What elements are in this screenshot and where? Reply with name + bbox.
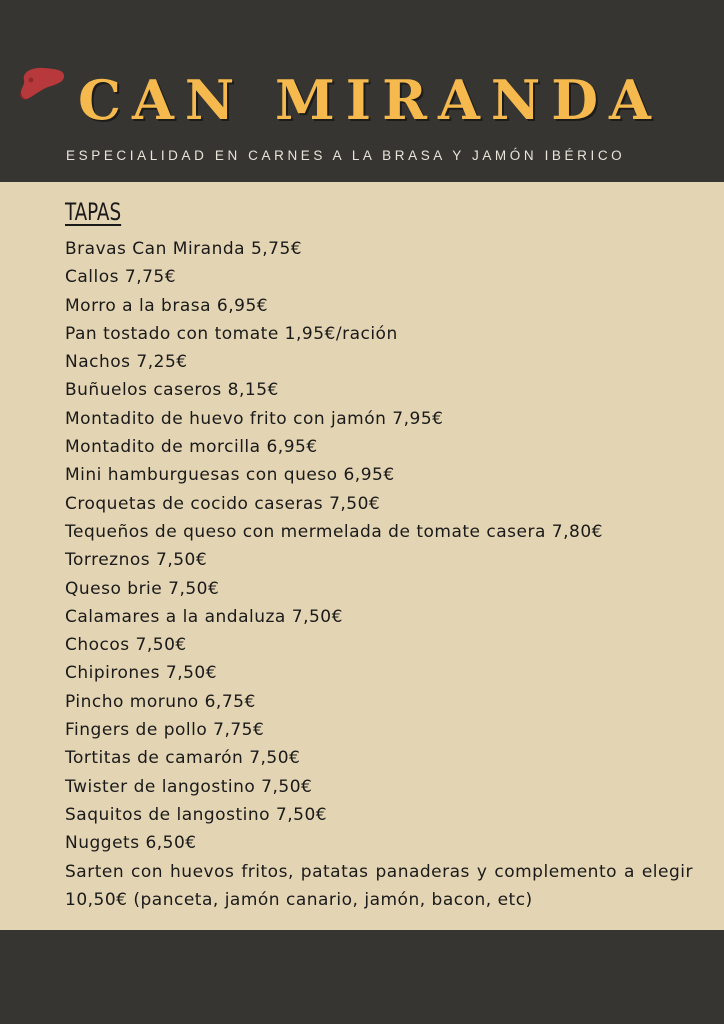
menu-item: Nachos 7,25€ [65,352,188,373]
menu-item: Torreznos 7,50€ [65,550,208,571]
menu-item: Queso brie 7,50€ [65,578,220,599]
menu-item: Twister de langostino 7,50€ [65,776,313,797]
menu-item: Bravas Can Miranda 5,75€ [65,239,303,259]
menu-item: Pan tostado con tomate 1,95€/ración [65,323,398,344]
menu-item: Montadito de morcilla 6,95€ [65,437,318,458]
menu-item: Chipirones 7,50€ [65,663,218,684]
menu-item: Calamares a la andaluza 7,50€ [65,606,343,627]
menu-item: Morro a la brasa 6,95€ [65,295,269,316]
menu-item: Chocos 7,50€ [65,635,187,656]
menu-section [0,182,724,930]
menu-item: Montadito de huevo frito con jamón 7,95€ [65,408,444,429]
menu-item: Sarten con huevos fritos, patatas panaderas y complemento a elegir 10,50€ (panceta, jamón canario, jamón, bacon, etc) [65,861,693,910]
menu-item: Fingers de pollo 7,75€ [65,720,265,741]
header [0,0,724,182]
steak-icon [18,66,66,102]
menu-item: Tequeños de queso con mermelada de tomate casera 7,80€ [65,521,603,542]
menu-item: Pincho moruno 6,75€ [65,691,256,712]
restaurant-subtitle: ESPECIALIDAD EN CARNES A LA BRASA Y JAMÓN IBÉRICO [66,148,626,163]
menu-item: Croquetas de cocido caseras 7,50€ [65,493,381,514]
section-title: TAPAS [65,198,122,226]
menu-item: Saquitos de langostino 7,50€ [65,804,328,825]
menu-item: Tortitas de camarón 7,50€ [65,748,301,769]
menu-item: Buñuelos caseros 8,15€ [65,380,279,401]
menu-item: Callos 7,75€ [65,267,177,288]
restaurant-title: CAN MIRANDA [78,68,662,132]
menu-list [65,235,693,914]
menu-item: Mini hamburguesas con queso 6,95€ [65,465,395,486]
menu-item: Nuggets 6,50€ [65,833,197,854]
